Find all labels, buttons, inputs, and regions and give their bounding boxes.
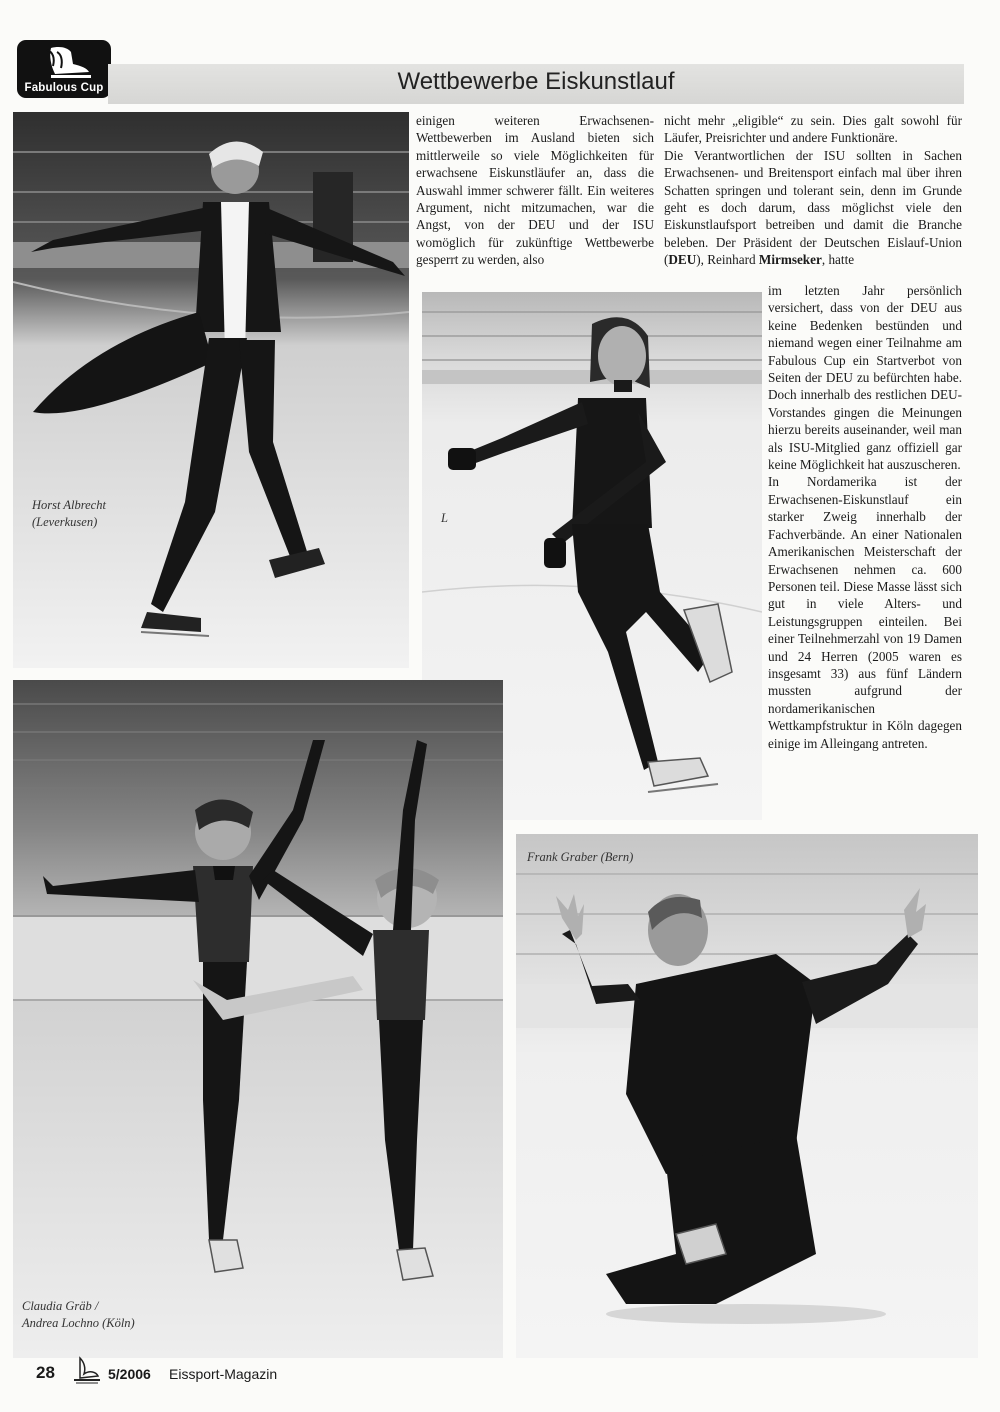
paragraph: nicht mehr „eligible“ zu sein. Dies galt sowohl für Läufer, Preisrichter und andere Funktionäre. — [664, 113, 962, 146]
logo-text: Fabulous Cup — [24, 82, 104, 94]
caption-photo-1: Horst Albrecht (Leverkusen) — [32, 498, 106, 529]
text-column-right-top — [664, 112, 962, 269]
photo-pair-skaters — [13, 680, 503, 1358]
photo-horst-albrecht — [13, 112, 409, 668]
paragraph — [664, 147, 962, 269]
photo-frank-graber — [516, 834, 978, 1358]
text-run: Die Verantwortlichen der ISU sollten in Sachen Erwachsenen- und Breitensport einfach mal über ihren Schatten springen und tolerant sein, denn im Grunde geht es doch darum, dass möglichst viele den Eiskunstlaufsport betreiben und damit die Branche beleben. Der Präsident der Deutschen Eislauf-Union ( — [664, 147, 962, 268]
caption-photo-4: Frank Graber (Bern) — [527, 850, 634, 864]
caption-photo-2: L — [441, 511, 448, 525]
page-title: Wettbewerbe Eiskunstlauf — [397, 68, 675, 95]
caption-line: Andrea Lochno (Köln) — [22, 1316, 135, 1330]
bold-term: DEU — [668, 252, 697, 268]
skate-bird-icon — [70, 1356, 102, 1386]
magazine-name: Eissport-Magazin — [169, 1366, 278, 1382]
text-column-right-narrow — [768, 282, 962, 752]
paragraph: im letzten Jahr persönlich versichert, dass von der DEU aus keine Bedenken bestünden und niemand wegen einer Teilnahme am Fabulous Cup ein Startverbot von Seiten der DEU zu befürchten habe. Doch innerhalb des restlichen DEU-Vorstandes gingen die Meinungen hierzu bereits auseinander, weil man als ISU-Mitglied ganz offiziell gar keine Möglichkeit hat auszuscheren. — [768, 283, 962, 473]
text-run: , hatte — [821, 252, 855, 268]
text-run: ), Reinhard — [696, 252, 759, 268]
bold-name: Mirmseker — [758, 252, 822, 268]
paragraph: In Nordamerika ist der Erwachsenen-Eiskunstlauf ein starker Zweig innerhalb der Fachverbände. An einer Nationalen Amerikanischen Meisterschaft der Erwachsenen nehmen ca. 600 Personen teil. Diese Masse lässt sich gut in viele Alters- und Leistungsgruppen einteilen. Bei einer Teilnehmerzahl von 19 Damen und 24 Herren (2005 waren es insgesamt 33) aus fünf Ländern mussten aufgrund der nordamerikanischen Wettkampfstruktur in Köln dagegen einige im Alleingang antreten. — [768, 474, 962, 751]
issue-number: 5/2006 — [108, 1366, 151, 1382]
caption-photo-3 — [22, 1298, 162, 1332]
text-column-middle-top — [416, 112, 654, 269]
title-bar — [108, 64, 964, 104]
fabulous-cup-logo — [17, 40, 111, 98]
page-number: 28 — [36, 1363, 55, 1382]
winged-skate-icon — [37, 44, 93, 80]
paragraph: einigen weiteren Erwachsenen-Wettbewerben im Ausland bieten sich mittlerweile so viele Möglichkeiten für erwachsene Eiskunstläufer an, dass die Auswahl immer schwerer fällt. Ein weiteres Argument, nicht mitzumachen, war die Angst, von der DEU und der ISU womöglich für zukünftige Wettbewerbe gesperrt zu werden, also — [416, 113, 654, 268]
caption-line: Claudia Gräb / — [22, 1299, 99, 1313]
